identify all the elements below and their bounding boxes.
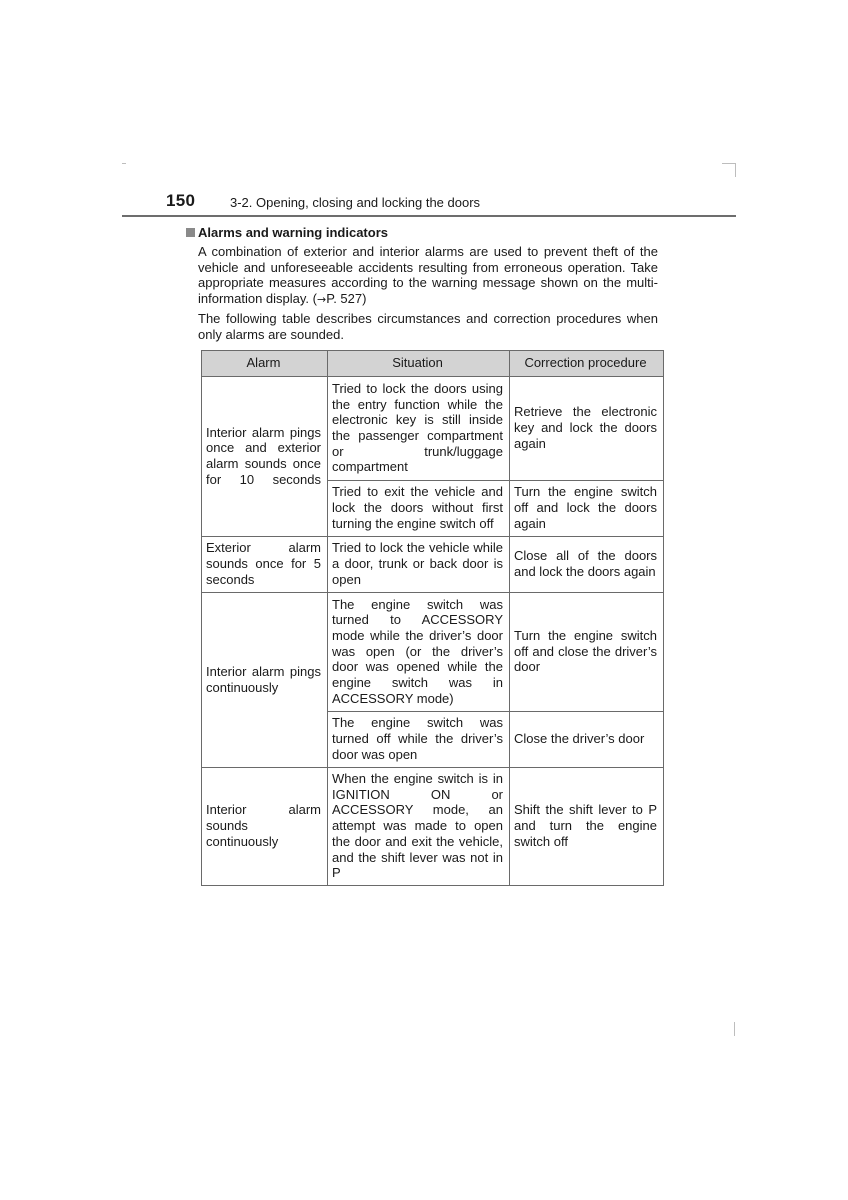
table-row [202,768,664,886]
correction-cell: Turn the engine switch off and lock the doors again [510,481,664,537]
alarm-cell: Interior alarm pings once and exterior alarm sounds once for 10 seconds [202,377,328,537]
crop-mark-top-left [122,163,126,164]
intro-paragraph [198,244,658,308]
table-header-row [202,351,664,377]
column-header-correction: Correction procedure [510,351,664,377]
correction-cell: Retrieve the electronic key and lock the doors again [510,377,664,481]
intro-paragraph-text: A combination of exterior and interior alarms are used to prevent theft of the vehicle and unforeseeable accidents resulting from erroneous operation. Take appropriate measures according to the warning message shown on the multi-information display. ( [198,244,658,307]
alarm-cell: Interior alarm sounds continuously [202,768,328,886]
square-bullet-icon [186,228,195,237]
crop-mark-top-right-vertical [735,163,736,177]
table-description-paragraph: The following table describes circumstances and correction procedures when only alarms are sounded. [198,311,658,342]
column-header-situation: Situation [328,351,510,377]
subheading [186,225,388,240]
correction-cell: Close all of the doors and lock the doors again [510,537,664,593]
correction-cell: Shift the shift lever to P and turn the engine switch off [510,768,664,886]
alarm-table [201,350,664,886]
column-header-alarm: Alarm [202,351,328,377]
crop-mark-bottom-right [734,1022,735,1036]
correction-cell: Turn the engine switch off and close the driver’s door [510,593,664,712]
alarm-cell: Exterior alarm sounds once for 5 seconds [202,537,328,593]
situation-cell: The engine switch was turned off while the driver’s door was open [328,712,510,768]
table-row [202,593,664,712]
situation-cell: The engine switch was turned to ACCESSORY mode while the driver’s door was open (or the driver’s door was opened while the engine switch was in ACCESSORY mode) [328,593,510,712]
table-row [202,537,664,593]
situation-cell: Tried to lock the doors using the entry function while the electronic key is still inside the passenger compartment or trunk/luggage compartment [328,377,510,481]
situation-cell: When the engine switch is in IGNITION ON or ACCESSORY mode, an attempt was made to open the door and exit the vehicle, and the shift lever was not in P [328,768,510,886]
situation-cell: Tried to exit the vehicle and lock the doors without first turning the engine switch off [328,481,510,537]
page-reference-link[interactable]: P. 527) [326,291,367,307]
crop-mark-top-right-horizontal [722,163,736,164]
arrow-right-icon: → [316,293,327,307]
correction-cell: Close the driver’s door [510,712,664,768]
situation-cell: Tried to lock the vehicle while a door, trunk or back door is open [328,537,510,593]
page-number: 150 [166,191,196,210]
header-rule [122,215,736,217]
section-title: 3-2. Opening, closing and locking the doors [230,195,481,210]
subheading-text: Alarms and warning indicators [198,225,388,240]
table-row [202,377,664,481]
alarm-cell: Interior alarm pings continuously [202,593,328,768]
